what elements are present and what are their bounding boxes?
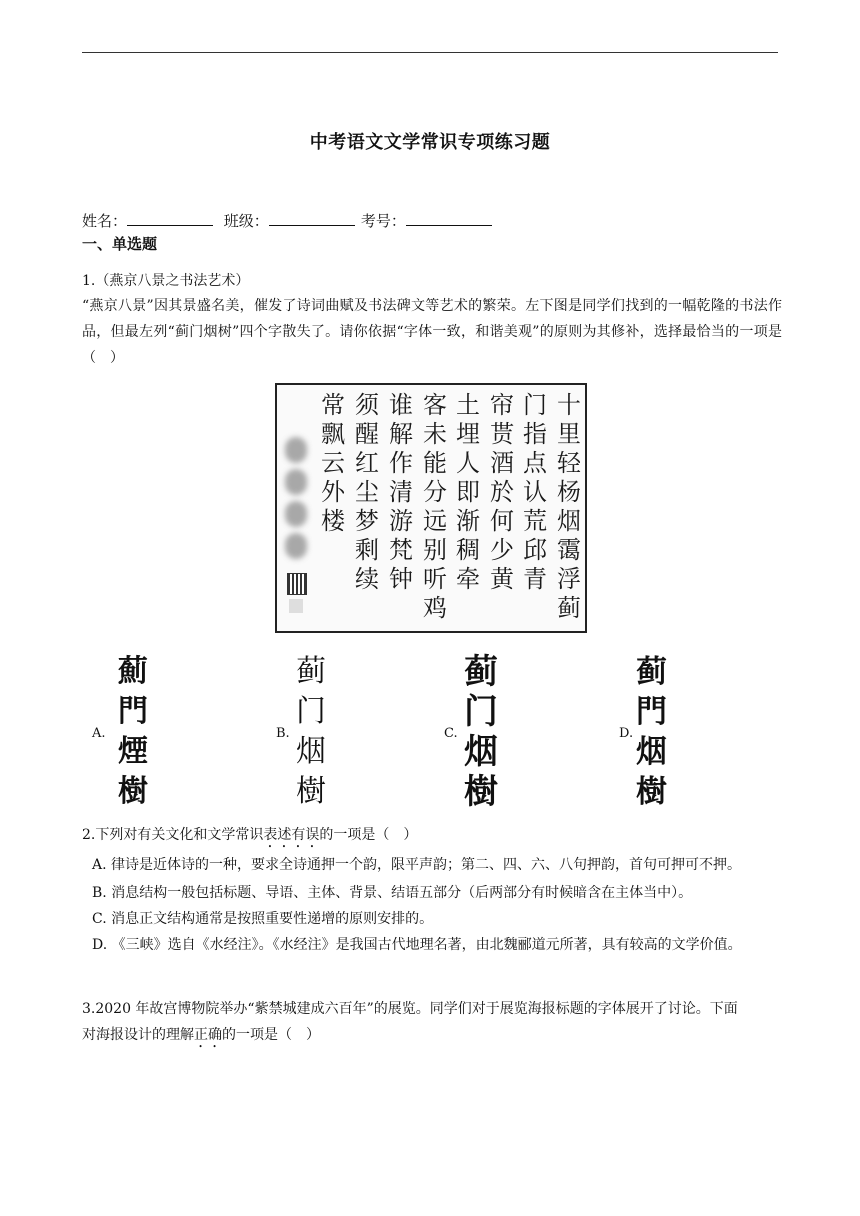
calligraphy-char: 浮 (557, 565, 581, 593)
calligraphy-char: 贳 (490, 420, 514, 448)
calligraphy-column (521, 391, 549, 594)
calligraphy-char: 埋 (456, 420, 480, 448)
calligraphy-char: 帘 (490, 391, 514, 419)
page-title: 中考语文文学常识专项练习题 (309, 132, 551, 153)
option-char: 樹 (118, 774, 148, 809)
calligraphy-column (555, 391, 583, 623)
student-info (82, 210, 498, 231)
calligraphy-column (387, 391, 415, 594)
question-1-head: 1.（燕京八景之书法艺术） (82, 273, 250, 289)
calligraphy-column (353, 391, 381, 594)
option-a-label[interactable]: A. (92, 726, 106, 741)
choice-b[interactable]: B. 消息结构一般包括标题、导语、主体、背景、结语五部分（后两部分有时候暗含在主体当中）。 (92, 885, 693, 901)
option-b-label[interactable]: B. (276, 726, 290, 741)
calligraphy-char: 邱 (523, 536, 547, 564)
option-d-image[interactable] (636, 652, 667, 812)
option-char: 薊 (118, 654, 148, 689)
id-label: 考号： (360, 212, 406, 230)
calligraphy-char: 远 (423, 507, 447, 535)
option-c-image[interactable] (464, 652, 498, 812)
question-2-text-end: 的一项是（ ） (319, 827, 418, 843)
question-3-line-2 (82, 1022, 782, 1051)
calligraphy-char: 楼 (321, 507, 345, 535)
calligraphy-char: 黄 (490, 565, 514, 593)
option-char: 蓟 (296, 654, 326, 689)
calligraphy-char: 於 (490, 478, 514, 506)
calligraphy-char: 认 (523, 478, 547, 506)
calligraphy-char: 续 (355, 565, 379, 593)
option-char: 烟 (464, 732, 498, 772)
option-char: 樹 (296, 774, 326, 809)
seal-mark (289, 599, 303, 613)
id-field[interactable] (406, 211, 492, 226)
calligraphy-char: 人 (456, 449, 480, 477)
calligraphy-char: 稠 (456, 536, 480, 564)
section-heading: 一、单选题 (82, 235, 158, 253)
option-char: 门 (464, 692, 498, 732)
question-1-body: “燕京八景”因其景盛名美，催发了诗词曲赋及书法碑文等艺术的繁荣。左下图是同学们找到的一幅乾隆的书法作品，但最左列“蓟门烟树”四个字散失了。请你依据“字体一致，和谐美观”的原则为其修补，选择最恰当的一项是（ ） (82, 298, 782, 366)
calligraphy-char: 能 (423, 449, 447, 477)
calligraphy-char: 梦 (355, 507, 379, 535)
calligraphy-char: 游 (389, 507, 413, 535)
calligraphy-char: 即 (456, 478, 480, 506)
calligraphy-column (454, 391, 482, 594)
calligraphy-char: 红 (355, 449, 379, 477)
calligraphy-char: 飘 (321, 420, 345, 448)
calligraphy-char: 轻 (557, 449, 581, 477)
calligraphy-char: 杨 (557, 478, 581, 506)
calligraphy-char: 青 (523, 565, 547, 593)
name-label: 姓名： (82, 212, 128, 230)
calligraphy-char: 烟 (557, 507, 581, 535)
option-char: 门 (296, 694, 326, 729)
calligraphy-char: 外 (321, 478, 345, 506)
calligraphy-char: 酒 (490, 449, 514, 477)
calligraphy-char: 谁 (389, 391, 413, 419)
option-char: 門 (118, 694, 148, 729)
calligraphy-char: 作 (389, 449, 413, 477)
option-char: 烟 (296, 734, 326, 769)
option-char: 蓟 (464, 652, 498, 692)
calligraphy-char: 梵 (389, 536, 413, 564)
calligraphy-column (488, 391, 516, 594)
option-c-label[interactable]: C. (444, 726, 458, 741)
calligraphy-char: 清 (389, 478, 413, 506)
calligraphy-char: 指 (523, 420, 547, 448)
calligraphy-column (319, 391, 347, 536)
header-rule (82, 52, 778, 53)
choice-c[interactable]: C. 消息正文结构通常是按照重要性递增的原则安排的。 (92, 911, 434, 927)
calligraphy-char: 听 (423, 565, 447, 593)
calligraphy-char: 分 (423, 478, 447, 506)
choice-a[interactable]: A. 律诗是近体诗的一种，要求全诗通押一个韵，限平声韵；第二、四、六、八句押韵，首句可押可不押。 (92, 857, 742, 873)
option-d-label[interactable]: D. (619, 726, 634, 741)
missing-characters (285, 437, 309, 559)
calligraphy-image (275, 383, 587, 633)
question-2-head (82, 822, 782, 851)
question-3-emphasis: 正确 (194, 1027, 222, 1043)
calligraphy-char: 未 (423, 420, 447, 448)
calligraphy-char: 少 (490, 536, 514, 564)
calligraphy-column (421, 391, 449, 623)
calligraphy-char: 霭 (557, 536, 581, 564)
option-char: 樹 (636, 774, 667, 810)
question-3-text: 对海报设计的理解 (82, 1027, 194, 1043)
question-2-text: 2.下列对有关文化和文学常识 (82, 827, 264, 843)
calligraphy-char: 客 (423, 391, 447, 419)
calligraphy-char: 土 (456, 391, 480, 419)
option-a-image[interactable] (118, 652, 148, 812)
option-char: 煙 (118, 734, 148, 769)
calligraphy-char: 门 (523, 391, 547, 419)
option-char: 蓟 (636, 654, 667, 690)
name-field[interactable] (127, 211, 213, 226)
question-2-emphasis: 表述有误 (263, 827, 320, 843)
option-char: 樹 (464, 772, 498, 812)
calligraphy-char: 云 (321, 449, 345, 477)
question-3-text-end: 的一项是（ ） (222, 1027, 320, 1043)
calligraphy-char: 尘 (355, 478, 379, 506)
calligraphy-char: 醒 (355, 420, 379, 448)
calligraphy-char: 渐 (456, 507, 480, 535)
calligraphy-char: 鸡 (423, 594, 447, 622)
option-char: 門 (636, 694, 667, 730)
calligraphy-char: 何 (490, 507, 514, 535)
calligraphy-char: 钟 (389, 565, 413, 593)
calligraphy-char: 别 (423, 536, 447, 564)
calligraphy-char: 点 (523, 449, 547, 477)
class-label: 班级： (223, 212, 269, 230)
seal-stamp (287, 573, 307, 595)
calligraphy-char: 十 (557, 391, 581, 419)
calligraphy-char: 须 (355, 391, 379, 419)
calligraphy-char: 牵 (456, 565, 480, 593)
choice-d[interactable]: D. 《三峡》选自《水经注》。《水经注》是我国古代地理名著，由北魏郦道元所著，具有较高的文学价值。 (92, 937, 742, 953)
calligraphy-char: 常 (321, 391, 345, 419)
calligraphy-char: 解 (389, 420, 413, 448)
calligraphy-char: 里 (557, 420, 581, 448)
question-3-line-1: 3.2020 年故宫博物院举办“紫禁城建成六百年”的展览。同学们对于展览海报标题的字体展开了讨论。下面 (82, 1001, 738, 1017)
class-field[interactable] (269, 211, 355, 226)
calligraphy-char: 剩 (355, 536, 379, 564)
option-char: 烟 (636, 734, 667, 770)
calligraphy-char: 蓟 (557, 594, 581, 622)
option-b-image[interactable] (296, 652, 326, 812)
calligraphy-char: 荒 (523, 507, 547, 535)
